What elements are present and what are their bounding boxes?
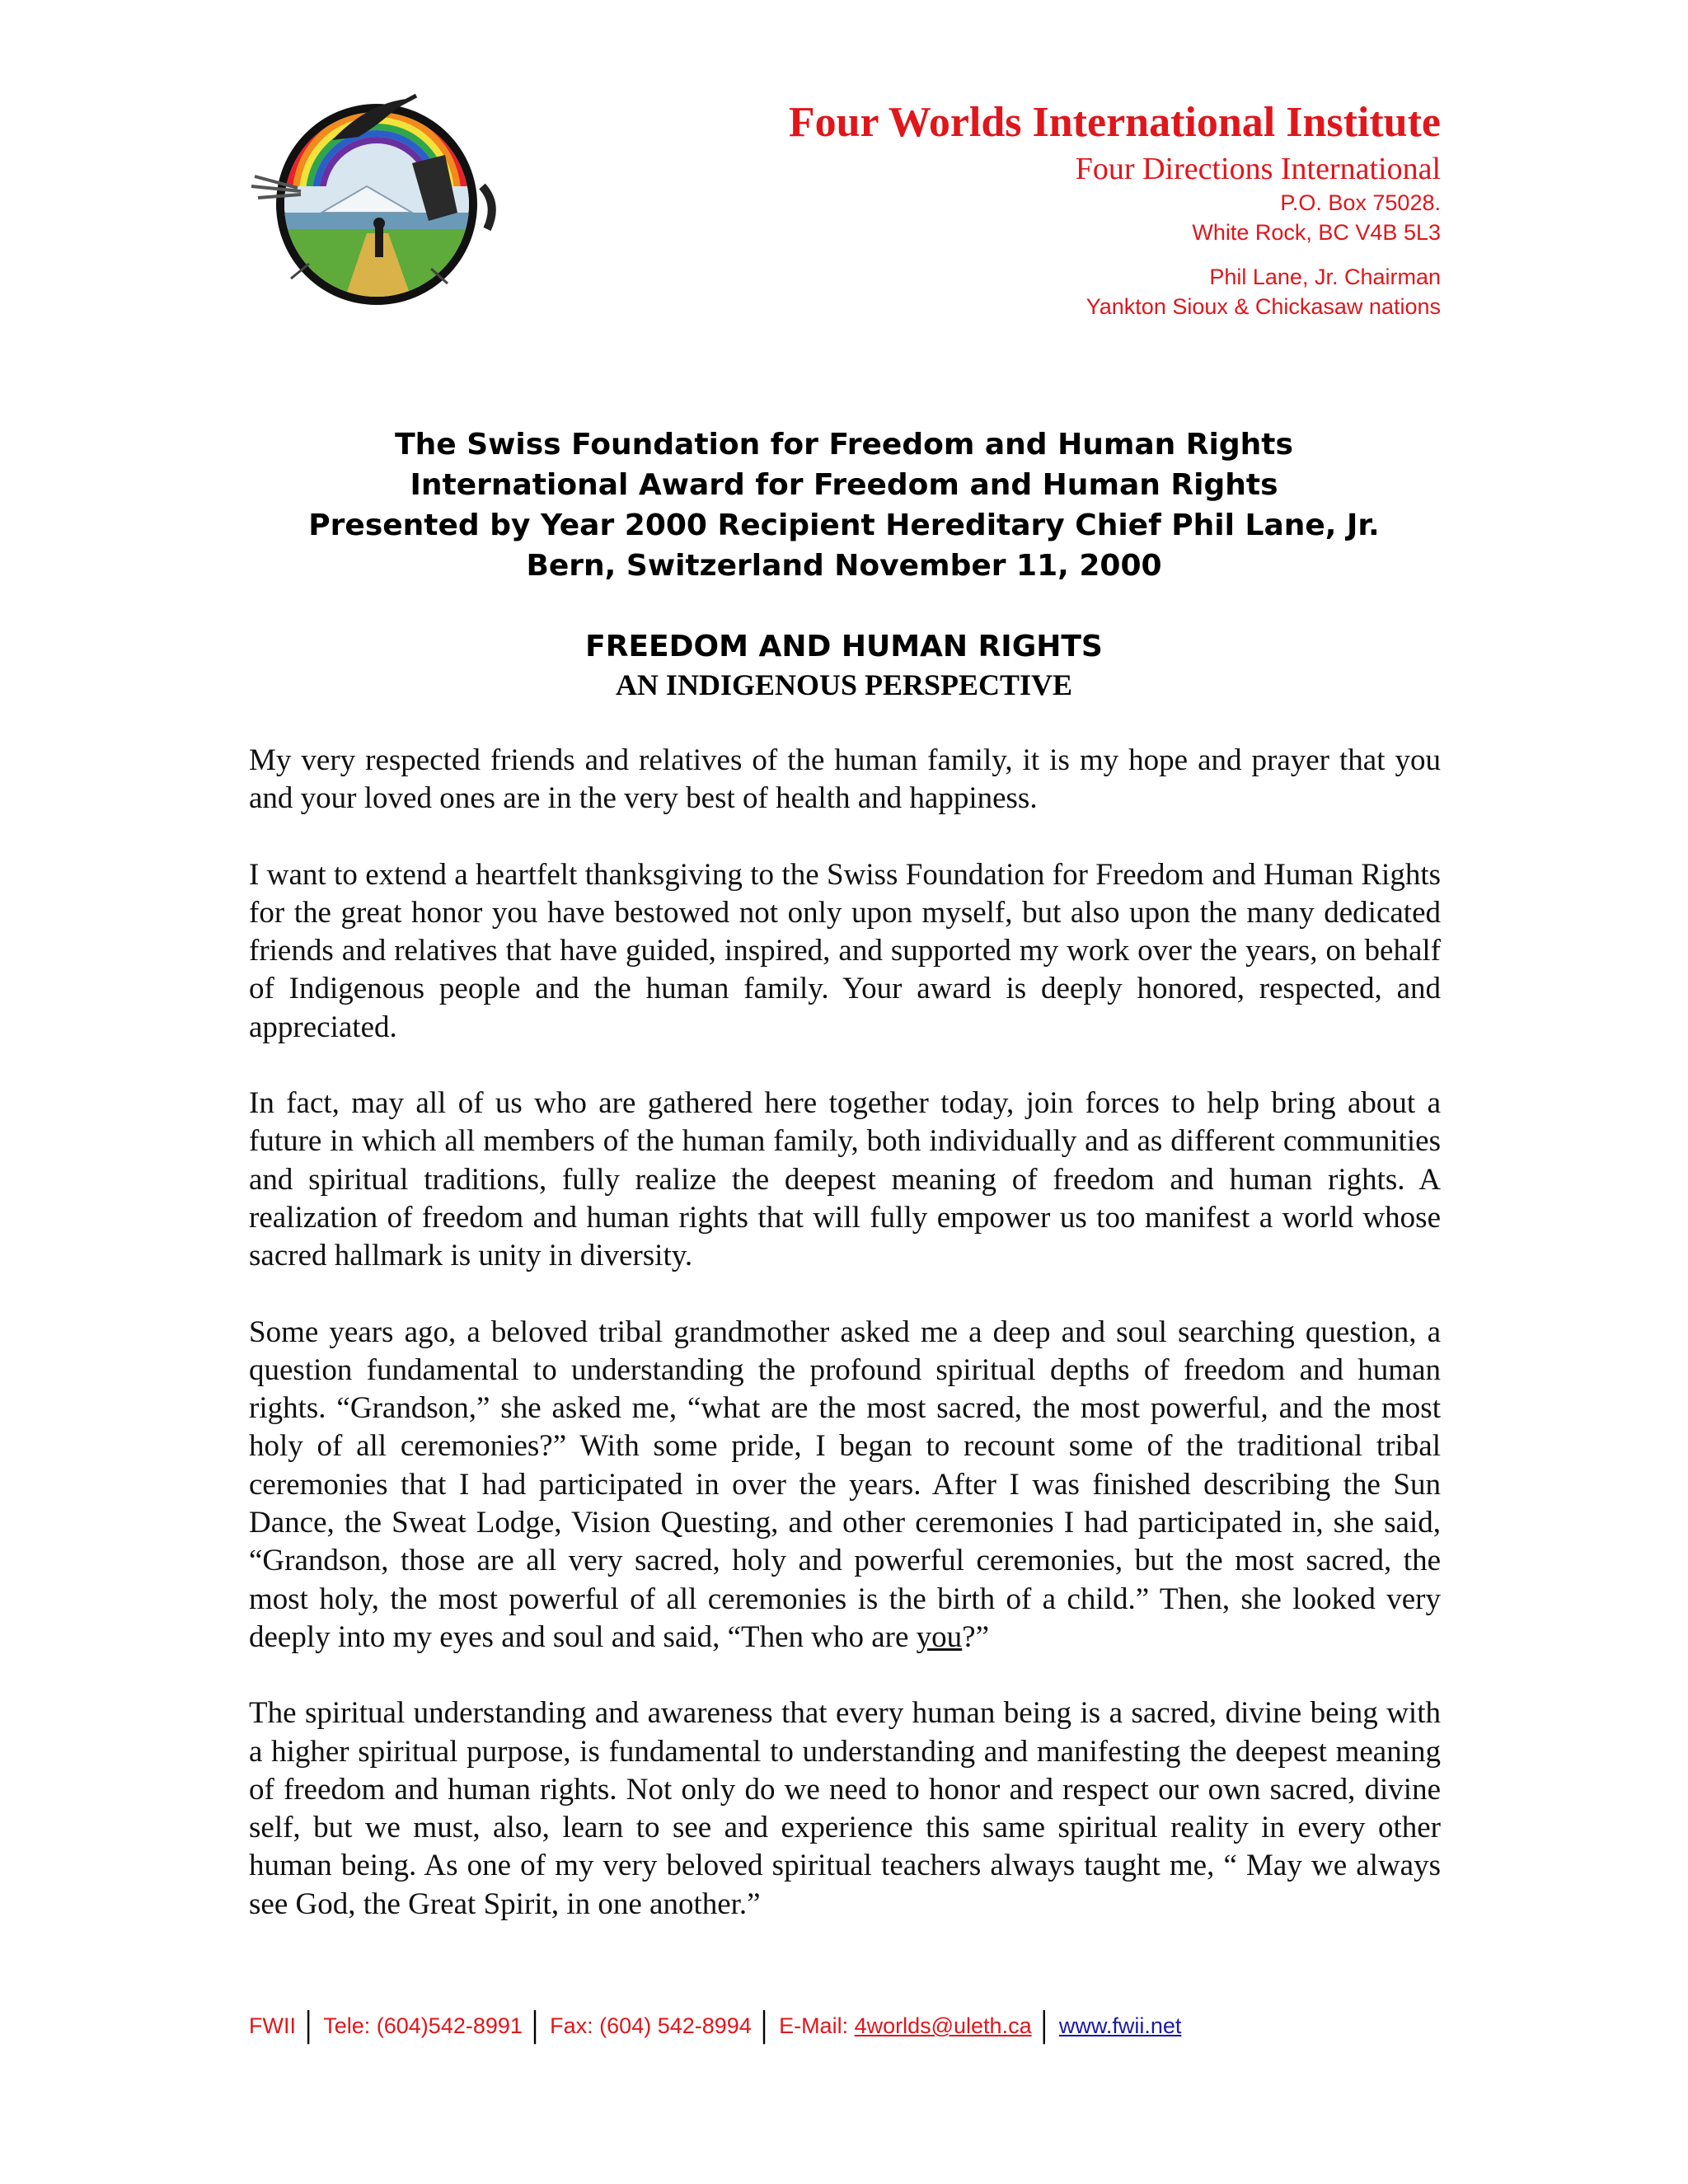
headline-sub: AN INDIGENOUS PERSPECTIVE xyxy=(615,668,1073,701)
footer xyxy=(249,2011,1181,2041)
org-name: Four Worlds International Institute xyxy=(788,99,1441,146)
paragraph-4-text: Some years ago, a beloved tribal grandmother asked me a deep and soul searching question, a question fundamental to understanding the profound spiritual depths of freedom and human rights. “Grandson,” she asked me, “what are the most sacred, the most powerful, and the most holy of all ceremonies?” With some pride, I began to recount some of the traditional tribal ceremonies that I had participated in over the years. After I was finished describing the Sun Dance, the Sweat Lodge, Vision Questing, and other ceremonies I had participated in, she said, “Grandson, those are all very sacred, holy and powerful ceremonies, but the most sacred, the most holy, the most powerful of all ceremonies is the birth of a child.” Then, she looked very deeply into my eyes and soul and said, “Then who are xyxy=(249,1315,1441,1654)
paragraph-4-end: ?” xyxy=(962,1619,990,1654)
org-subtitle: Four Directions International xyxy=(1075,152,1441,186)
paragraph-5: The spiritual understanding and awareness that every human being is a sacred, divine being with a higher spiritual purpose, is fundamental to understanding and manifesting the deepest meaning of freedom and human rights. Not only do we need to honor and respect our own sacred, divine self, but we must, also, learn to see and experience this same spiritual reality in every other human being. As one of my very beloved spiritual teachers always taught me, “ May we always see God, the Great Spirit, in one another.” xyxy=(249,1696,1441,1921)
footer-separator: │ xyxy=(300,2011,319,2042)
speech-body xyxy=(249,742,1441,1961)
footer-separator: │ xyxy=(527,2011,546,2042)
address-line-1: P.O. Box 75028. xyxy=(1280,190,1441,215)
underlined-you: you xyxy=(916,1619,963,1654)
footer-org: FWII xyxy=(249,2013,296,2038)
title-line-2: International Award for Freedom and Human Rights xyxy=(410,468,1278,502)
footer-email-label: E-Mail: xyxy=(779,2013,855,2038)
headline-main: FREEDOM AND HUMAN RIGHTS xyxy=(585,630,1103,663)
footer-separator: │ xyxy=(1036,2011,1054,2042)
address-line-2: White Rock, BC V4B 5L3 xyxy=(1192,220,1441,245)
award-titles xyxy=(247,424,1441,586)
chair-line-2: Yankton Sioux & Chickasaw nations xyxy=(1085,294,1441,319)
four-worlds-logo xyxy=(243,89,507,312)
letterhead xyxy=(789,97,1441,321)
footer-email-link[interactable]: 4worlds@uleth.ca xyxy=(854,2013,1032,2038)
speech-headline xyxy=(247,628,1441,704)
paragraph-4 xyxy=(249,1314,1441,1657)
paragraph-1: My very respected friends and relatives of the human family, it is my hope and prayer that you and your loved ones are in the very best of health and happiness. xyxy=(249,743,1441,816)
footer-fax: Fax: (604) 542-8994 xyxy=(550,2013,752,2038)
footer-website-link[interactable]: www.fwii.net xyxy=(1058,2013,1182,2038)
footer-tele: Tele: (604)542-8991 xyxy=(323,2013,523,2038)
footer-separator: │ xyxy=(756,2011,775,2042)
title-line-4: Bern, Switzerland November 11, 2000 xyxy=(526,549,1162,583)
paragraph-2: I want to extend a heartfelt thanksgiving to the Swiss Foundation for Freedom and Human Rights for the great honor you have bestowed not only upon myself, but also upon the many dedicated friends and relatives that have guided, inspired, and supported my work over the years, on behalf of Indigenous people and the human family. Your award is deeply honored, respected, and appreciated. xyxy=(249,857,1441,1044)
paragraph-3: In fact, may all of us who are gathered here together today, join forces to help bring about a future in which all members of the human family, both individually and as different communities and spiritual traditions, fully realize the deepest meaning of freedom and human rights. A realization of freedom and human rights that will fully empower us too manifest a world whose sacred hallmark is unity in diversity. xyxy=(249,1086,1441,1273)
chair-line-1: Phil Lane, Jr. Chairman xyxy=(1209,265,1441,289)
title-line-1: The Swiss Foundation for Freedom and Human Rights xyxy=(395,428,1293,462)
title-line-3: Presented by Year 2000 Recipient Hereditary Chief Phil Lane, Jr. xyxy=(308,509,1380,542)
